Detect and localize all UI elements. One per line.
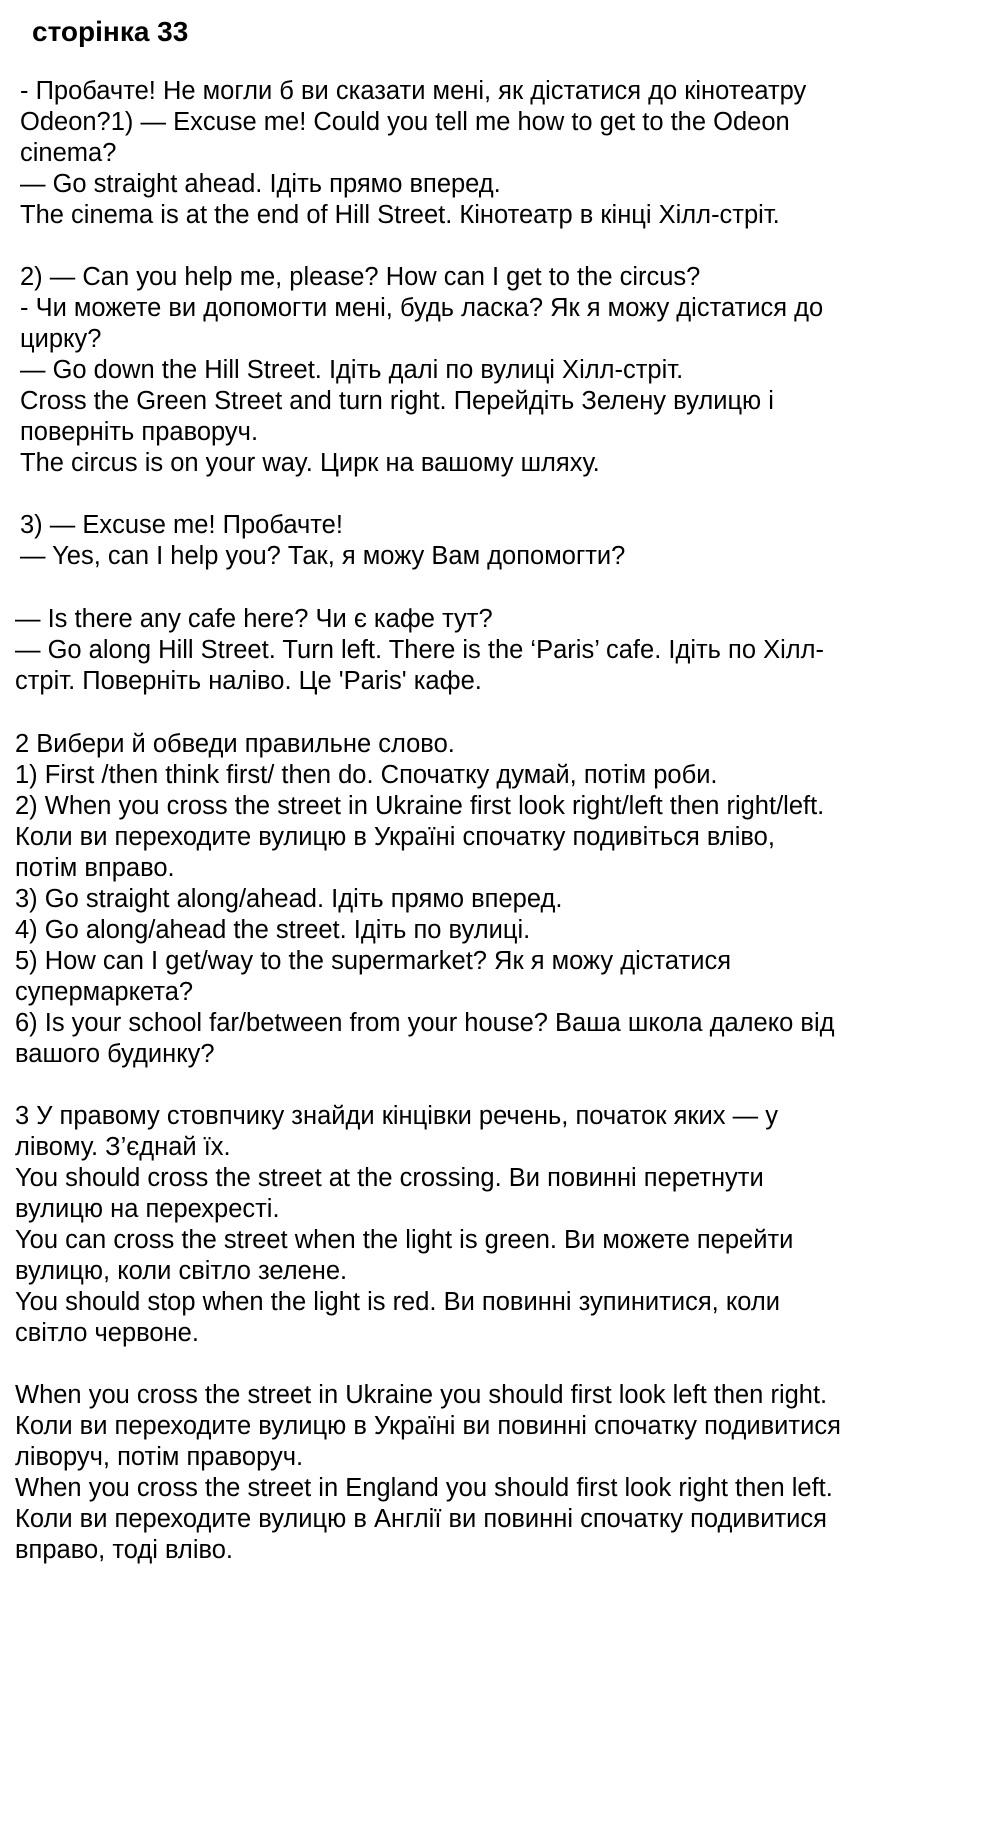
text-line: — Go along Hill Street. Turn left. There is the ‘Paris’ cafe. Ідіть по Хілл-	[15, 636, 825, 664]
text-line: — Is there any cafe here? Чи є кафе тут?	[15, 605, 493, 633]
text-line: Коли ви переходите вулицю в Україні спочатку подивіться вліво,	[15, 823, 775, 851]
text-line: You should cross the street at the crossing. Ви повинні перетнути	[15, 1164, 764, 1192]
text-line: лівому. З’єднай їх.	[15, 1133, 231, 1161]
text-line: 5) How can I get/way to the supermarket? Як я можу дістатися	[15, 947, 732, 975]
text-line: The circus is on your way. Цирк на вашому шляху.	[20, 449, 600, 477]
text-line: поверніть праворуч.	[20, 418, 259, 446]
page-title: сторінка 33	[32, 16, 189, 47]
text-line: цирку?	[20, 325, 102, 353]
text-line: 3) Go straight along/ahead. Ідіть прямо вперед.	[15, 885, 563, 913]
text-line: 2) When you cross the street in Ukraine first look right/left then right/left.	[15, 792, 825, 820]
text-line: ліворуч, потім праворуч.	[15, 1443, 304, 1471]
text-line: — Go straight ahead. Ідіть прямо вперед.	[20, 170, 501, 198]
text-line: вулицю на перехресті.	[15, 1195, 280, 1223]
text-line: 4) Go along/ahead the street. Ідіть по вулиці.	[15, 916, 531, 944]
text-line: 3) — Excuse me! Пробачте!	[20, 511, 343, 539]
text-line: 3 У правому стовпчику знайди кінцівки речень, початок яких — у	[15, 1102, 778, 1130]
text-line: — Yes, can I help you? Так, я можу Вам допомогти?	[20, 542, 626, 570]
text-line: стріт. Поверніть наліво. Це 'Paris' кафе.	[15, 667, 482, 695]
text-line: cinema?	[20, 139, 117, 167]
text-line: - Пробачте! Не могли б ви сказати мені, як дістатися до кінотеатру	[20, 77, 807, 105]
text-line: супермаркета?	[15, 978, 194, 1006]
text-line: Cross the Green Street and turn right. Перейдіть Зелену вулицю і	[20, 387, 774, 415]
text-line: When you cross the street in Ukraine you should first look left then right.	[15, 1381, 828, 1409]
text-line: Коли ви переходите вулицю в Україні ви повинні спочатку подивитися	[15, 1412, 841, 1440]
text-line: - Чи можете ви допомогти мені, будь ласка? Як я можу дістатися до	[20, 294, 824, 322]
text-line: вашого будинку?	[15, 1040, 215, 1068]
text-line: 2) — Can you help me, please? How can I get to the circus?	[20, 263, 701, 291]
text-line: вправо, тоді вліво.	[15, 1536, 234, 1564]
text-line: The cinema is at the end of Hill Street. Кінотеатр в кінці Хілл-стріт.	[20, 201, 780, 229]
text-line: You can cross the street when the light is green. Ви можете перейти	[15, 1226, 794, 1254]
text-line: You should stop when the light is red. Ви повинні зупинитися, коли	[15, 1288, 780, 1316]
text-line: — Go down the Hill Street. Ідіть далі по вулиці Хілл-стріт.	[20, 356, 684, 384]
text-line: Коли ви переходите вулицю в Англії ви повинні спочатку подивитися	[15, 1505, 827, 1533]
text-line: Odeon?1) — Excuse me! Could you tell me how to get to the Odeon	[20, 108, 790, 136]
text-line: 1) First /then think first/ then do. Спочатку думай, потім роби.	[15, 761, 718, 789]
text-line: світло червоне.	[15, 1319, 199, 1347]
text-line: потім вправо.	[15, 854, 175, 882]
text-line: 2 Вибери й обведи правильне слово.	[15, 730, 455, 758]
text-line: вулицю, коли світло зелене.	[15, 1257, 348, 1285]
text-line: When you cross the street in England you should first look right then left.	[15, 1474, 833, 1502]
text-line: 6) Is your school far/between from your house? Ваша школа далеко від	[15, 1009, 835, 1037]
